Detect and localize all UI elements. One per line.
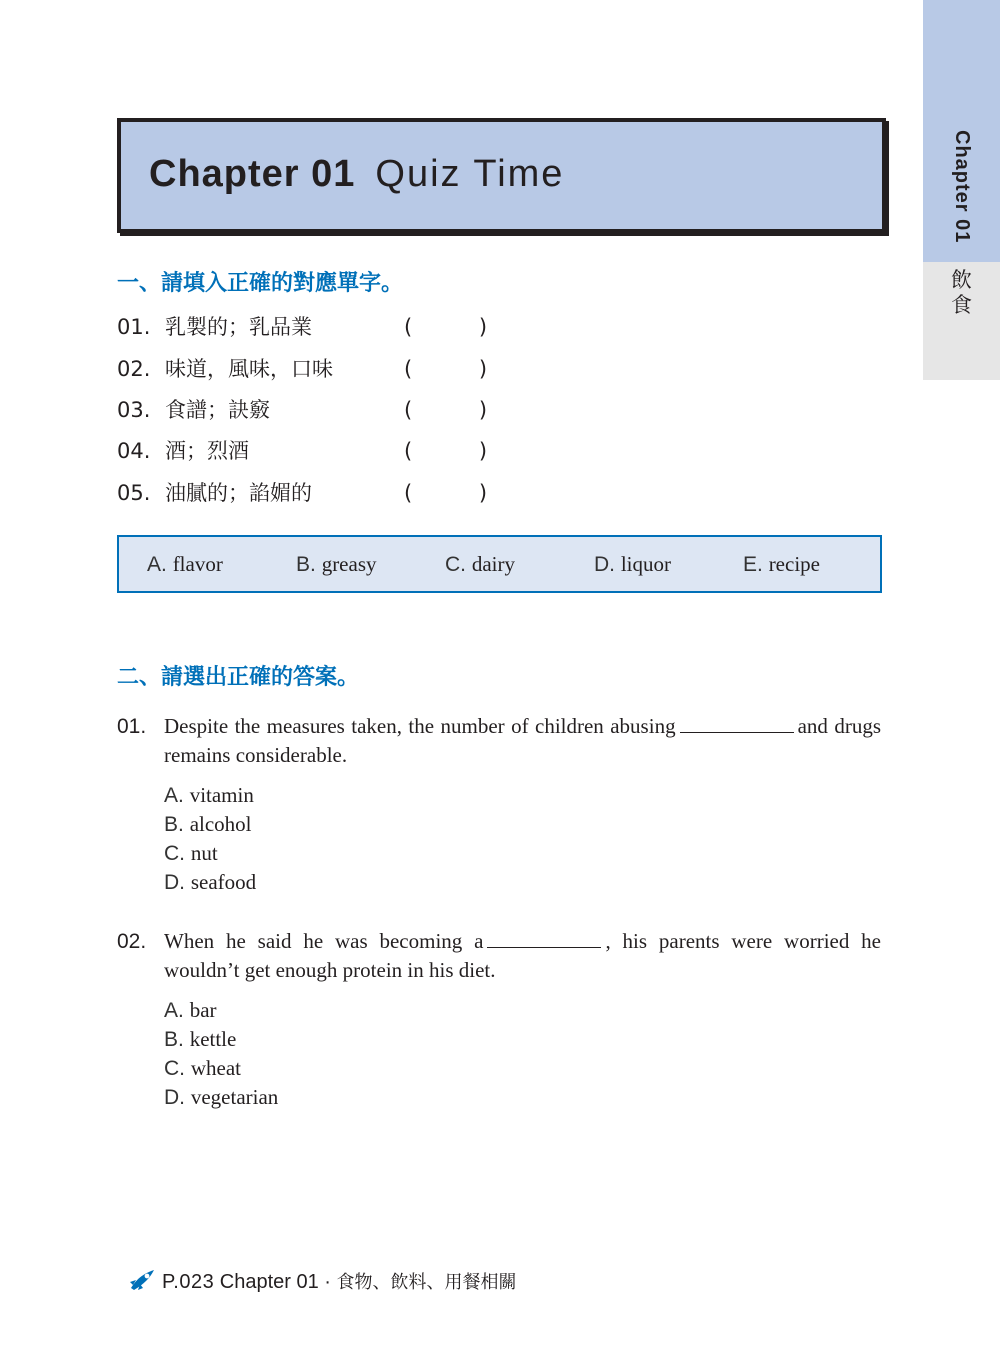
vocab-item-number: 02. bbox=[117, 357, 151, 381]
word-bank-option bbox=[445, 550, 515, 579]
option-word: recipe bbox=[768, 552, 820, 576]
question-text-before: Despite the measures taken, the number of children abusing bbox=[164, 714, 676, 738]
vocab-item-text: 味道，風味，口味 bbox=[165, 357, 333, 381]
answer-blank[interactable]: ( ) bbox=[404, 315, 518, 339]
question-number: 02. bbox=[117, 930, 147, 953]
vocab-item-text: 酒；烈酒 bbox=[165, 439, 249, 463]
choice-letter: A. bbox=[164, 999, 184, 1022]
page-footer bbox=[128, 1268, 517, 1297]
vocab-item-number: 05. bbox=[117, 481, 151, 505]
side-chapter-tab bbox=[923, 0, 1000, 380]
question-number: 01. bbox=[117, 715, 147, 738]
option-letter: D. bbox=[594, 553, 615, 576]
choice-letter: A. bbox=[164, 784, 184, 807]
vocab-item-number: 01. bbox=[117, 315, 151, 339]
section-2-heading: 二、請選出正確的答案。 bbox=[117, 665, 360, 690]
choice-letter: D. bbox=[164, 1086, 185, 1109]
answer-choice[interactable] bbox=[164, 1083, 278, 1112]
answer-choice[interactable] bbox=[164, 781, 254, 810]
question-text-before: When he said he was becoming a bbox=[164, 929, 484, 953]
header-chapter-label: Chapter 01 bbox=[149, 153, 356, 195]
vocab-item-number: 04. bbox=[117, 439, 151, 463]
word-bank-option bbox=[743, 550, 820, 579]
choice-text: bar bbox=[189, 998, 217, 1022]
option-letter: C. bbox=[445, 553, 466, 576]
choice-text: vegetarian bbox=[190, 1085, 279, 1109]
answer-choice[interactable] bbox=[164, 1054, 241, 1083]
page-title bbox=[149, 152, 564, 196]
choice-letter: B. bbox=[164, 1028, 184, 1051]
footer-chapter: Chapter 01 bbox=[219, 1271, 319, 1293]
answer-blank[interactable]: ( ) bbox=[404, 439, 518, 463]
choice-text: nut bbox=[190, 841, 218, 865]
question-text bbox=[164, 927, 881, 985]
answer-choice[interactable] bbox=[164, 839, 218, 868]
word-bank-option bbox=[594, 550, 671, 579]
answer-choice[interactable] bbox=[164, 810, 252, 839]
option-word: flavor bbox=[172, 552, 223, 576]
option-word: dairy bbox=[471, 552, 515, 576]
answer-choice[interactable] bbox=[164, 996, 217, 1025]
vocab-item-text: 食譜；訣竅 bbox=[165, 398, 270, 422]
choice-letter: D. bbox=[164, 871, 185, 894]
vocab-item-text: 乳製的；乳品業 bbox=[165, 315, 312, 339]
chapter-header-box bbox=[117, 118, 886, 233]
side-tab-topic-char-2: 食 bbox=[951, 293, 972, 317]
answer-blank[interactable]: ( ) bbox=[404, 481, 518, 505]
question-text-after: , his parents were worried he wouldn’t get enough protein in his diet. bbox=[164, 929, 882, 982]
choice-letter: B. bbox=[164, 813, 184, 836]
footer-separator: · bbox=[324, 1271, 331, 1293]
word-bank-option bbox=[296, 550, 377, 579]
word-bank-box bbox=[117, 535, 882, 593]
answer-blank-line[interactable] bbox=[680, 714, 794, 733]
option-letter: A. bbox=[147, 553, 167, 576]
choice-text: vitamin bbox=[189, 783, 254, 807]
question-text-after: and drugs remains considerable. bbox=[164, 714, 881, 767]
rocket-icon bbox=[128, 1268, 156, 1292]
choice-text: wheat bbox=[190, 1056, 241, 1080]
page-number: P.023 bbox=[162, 1271, 215, 1293]
choice-text: alcohol bbox=[189, 812, 252, 836]
option-letter: B. bbox=[296, 553, 316, 576]
choice-letter: C. bbox=[164, 1057, 185, 1080]
footer-subtitle: 食物、飲料、用餐相關 bbox=[336, 1272, 517, 1293]
choice-text: seafood bbox=[190, 870, 257, 894]
option-word: greasy bbox=[321, 552, 377, 576]
answer-choice[interactable] bbox=[164, 868, 256, 897]
side-tab-topic bbox=[923, 268, 1000, 318]
side-tab-topic-char-1: 飲 bbox=[951, 268, 972, 292]
answer-blank-line[interactable] bbox=[487, 929, 601, 948]
vocab-item-number: 03. bbox=[117, 398, 151, 422]
answer-blank[interactable]: ( ) bbox=[404, 357, 518, 381]
option-word: liquor bbox=[620, 552, 672, 576]
answer-choice[interactable] bbox=[164, 1025, 236, 1054]
word-bank-option bbox=[147, 550, 223, 579]
choice-text: kettle bbox=[189, 1027, 237, 1051]
side-tab-chapter-label: Chapter 01 bbox=[951, 130, 973, 244]
answer-blank[interactable]: ( ) bbox=[404, 398, 518, 422]
section-1-heading: 一、請填入正確的對應單字。 bbox=[117, 271, 404, 296]
vocab-item-text: 油膩的；諂媚的 bbox=[165, 481, 312, 505]
header-quiz-title: Quiz Time bbox=[375, 153, 565, 195]
choice-letter: C. bbox=[164, 842, 185, 865]
question-text bbox=[164, 712, 881, 770]
option-letter: E. bbox=[743, 553, 763, 576]
